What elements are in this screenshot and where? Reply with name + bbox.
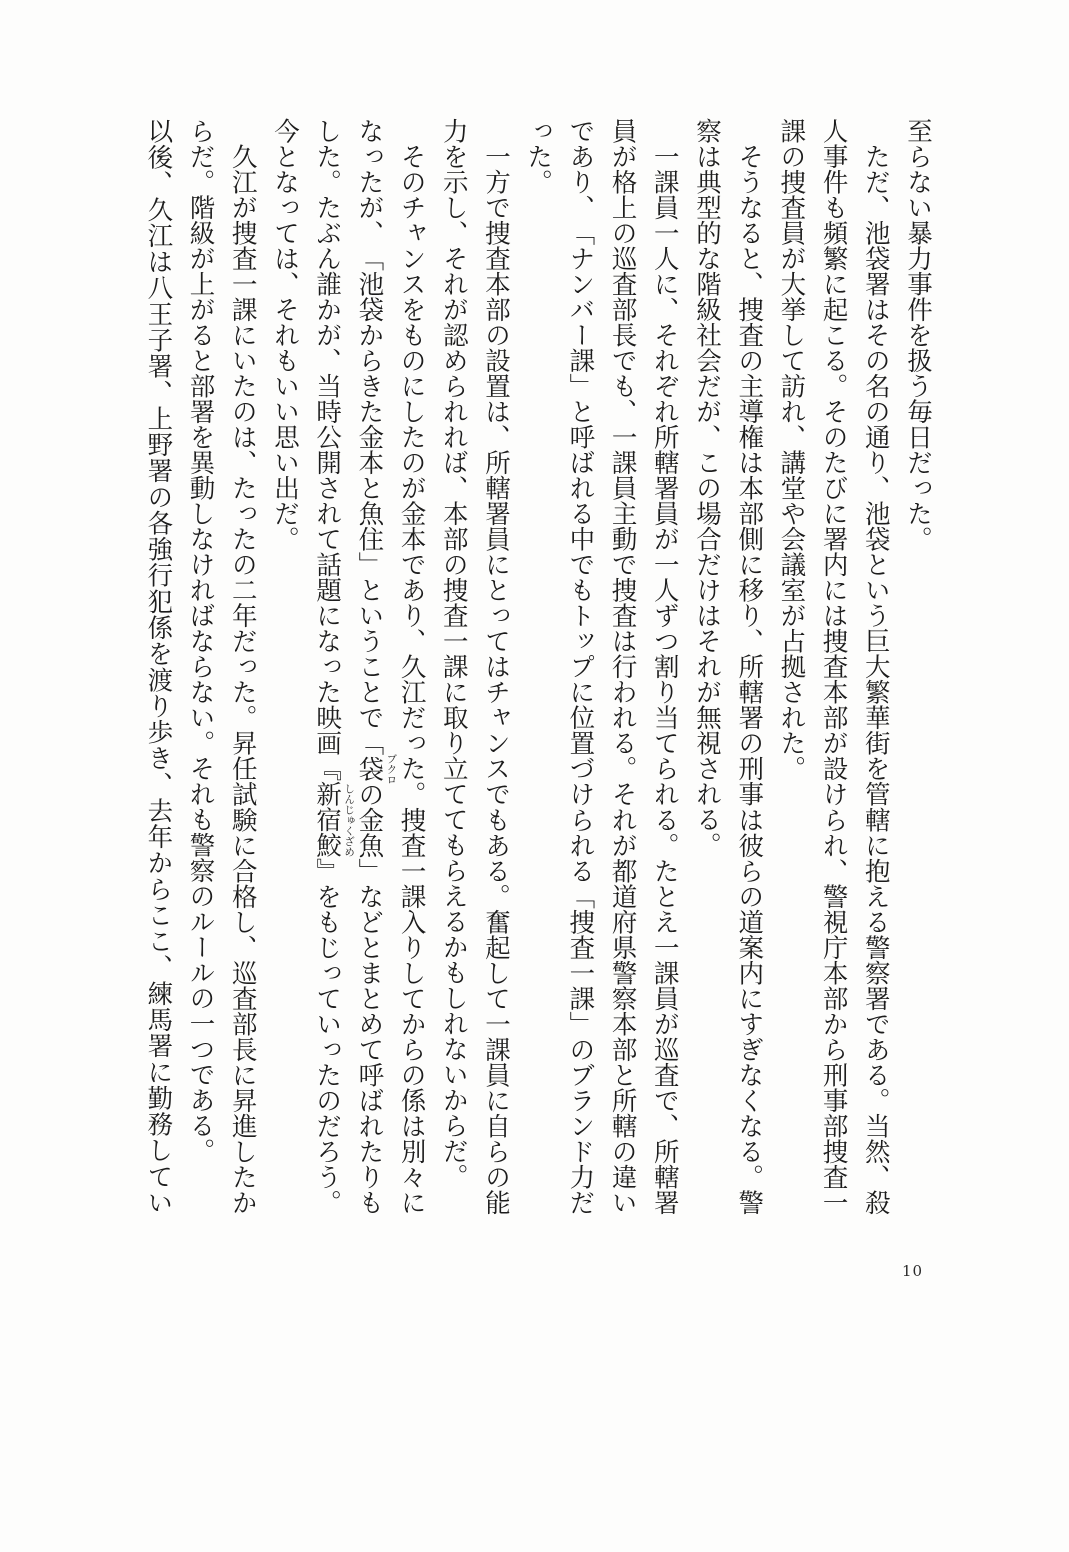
text-line: 課の捜査員が大挙して訪れ、講堂や会議室が占拠された。	[776, 118, 807, 781]
text-line: そのチャンスをものにしたのが金本であり、久江だった。捜査一課入りしてからの係は別々に	[396, 118, 427, 1215]
text-line: 察は典型的な階級社会だが、この場合だけはそれが無視される。	[691, 118, 722, 858]
ruby-annotation	[354, 752, 398, 785]
text-line: 員が格上の巡査部長でも、一課員主動で捜査は行われる。それが都道府県警察本部と所轄の違い	[607, 118, 638, 1215]
text-segment: した。たぶん誰かが、当時公開されて話題になった映画『	[312, 118, 343, 782]
text-line: 一方で捜査本部の設置は、所轄署員にとってはチャンスでもある。奮起して一課員に自らの能	[480, 118, 511, 1215]
text-line: そうなると、捜査の主導権は本部側に移り、所轄署の刑事は彼らの道案内にすぎなくなる。警	[734, 118, 765, 1215]
text-line: であり、「ナンバー課」と呼ばれる中でもトップに位置づけられる「捜査一課」のブランド力だ	[565, 118, 596, 1215]
text-line: 力を示し、それが認められれば、本部の捜査一課に取り立ててもらえるかもしれないからだ。	[438, 118, 469, 1189]
ruby-text: しんじゅくざめ	[343, 782, 356, 857]
text-line: 人事件も頻繁に起こる。そのたびに署内には捜査本部が設けられ、警視庁本部から刑事部捜査一	[818, 118, 849, 1215]
text-line: らだ。階級が上がると部署を異動しなければならない。それも警察のルールの一つである。	[185, 118, 216, 1164]
ruby-base: 新宿鮫	[312, 781, 343, 858]
text-line: ただ、池袋署はその名の通り、池袋という巨大繁華街を管轄に抱える警察署である。当然、殺	[860, 118, 891, 1215]
text-line: 至らない暴力事件を扱う毎日だった。	[903, 118, 933, 552]
ruby-base: 袋	[354, 755, 385, 782]
text-line-with-ruby	[348, 118, 398, 1216]
text-line: った。	[523, 118, 554, 195]
text-segment: なったが、「池袋からきた金本と魚住」ということで「	[354, 118, 385, 756]
body-text	[137, 118, 939, 1215]
text-segment: の金魚」などとまとめて呼ばれたりも	[354, 781, 385, 1216]
text-line: 今となっては、それもいい思い出だ。	[269, 118, 300, 552]
text-line: 一課員一人に、それぞれ所轄署員が一人ずつ割り当てられる。たとえ一課員が巡査で、所轄署	[649, 118, 680, 1215]
ruby-text: ブクロ	[385, 752, 398, 785]
text-line: 久江が捜査一課にいたのは、たったの二年だった。昇任試験に合格し、巡査部長に昇進したか	[227, 118, 258, 1215]
page-number: 10	[902, 1262, 924, 1280]
text-line-with-ruby	[306, 118, 356, 1216]
text-line: 以後、久江は八王子署、上野署の各強行犯係を渡り歩き、去年からここ、練馬署に勤務してい	[143, 118, 174, 1216]
text-segment: 』をもじっていったのだろう。	[312, 857, 343, 1216]
ruby-annotation	[312, 781, 356, 858]
